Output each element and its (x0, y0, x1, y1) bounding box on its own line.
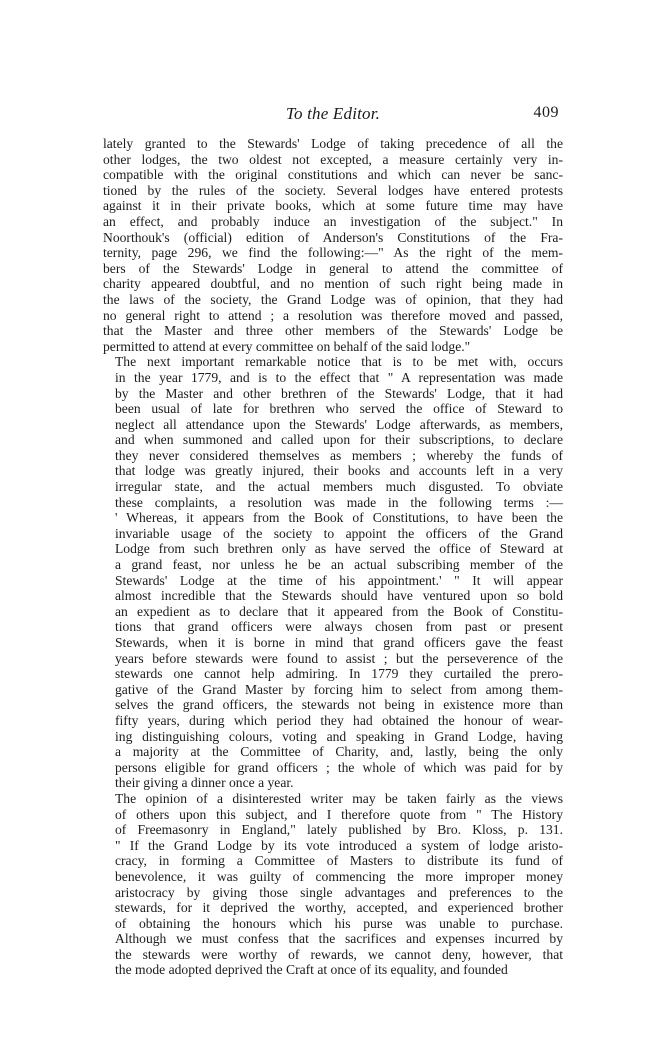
text-line: Stewards, when it is borne in mind that grand officers gave the feast (115, 635, 563, 650)
text-line: these complaints, a resolution was made in the following terms :— (115, 494, 563, 510)
text-line: of others upon this subject, and I therefore quote from " The History (115, 806, 563, 822)
text-line: an expedient as to declare that it appeared from the Book of Constitu- (115, 603, 563, 619)
text-line: a grand feast, nor unless he be an actual subscribing member of the (115, 557, 563, 573)
text-line: other lodges, the two oldest not excepted, a measure certainly very in- (103, 151, 563, 167)
text-line: in the year 1779, and is to the effect that " A representation was made (115, 369, 563, 385)
text-line: " If the Grand Lodge by its vote introduced a system of lodge aristo- (115, 837, 563, 853)
text-line: the mode adopted deprived the Craft at once of its equality, and founded (115, 962, 508, 978)
text-line: years before stewards were found to assist ; but the perseverence of the (115, 650, 563, 666)
text-line: irregular state, and the actual members much disgusted. To obviate (115, 479, 563, 495)
text-line: persons eligible for grand officers ; the whole of which was paid for by (115, 759, 563, 775)
text-line: no general right to attend ; a resolution was therefore moved and passed, (103, 307, 563, 323)
text-line: permitted to attend at every committee on behalf of the said lodge." (103, 338, 471, 354)
text-line: benevolence, it was guilty of commencing the more improper money (115, 868, 563, 884)
text-line: of obtaining the honours which his purse was unable to purchase. (115, 915, 563, 931)
text-line: fifty years, during which period they had obtained the honour of wear- (115, 712, 563, 728)
text-line: tions that grand officers were always chosen from past or present (115, 619, 563, 635)
text-line: against it in their private books, which at some future time may have (103, 198, 563, 214)
text-line: of Freemasonry in England," lately published by Bro. Kloss, p. 131. (115, 822, 563, 838)
text-line: ing distinguishing colours, voting and speaking in Grand Lodge, having (115, 728, 563, 744)
text-line: Lodge from such brethren only as have served the office of Steward at (115, 541, 563, 557)
text-line: that the Master and three other members of the Stewards' Lodge be (103, 323, 563, 339)
text-line: compatible with the original constitutions and which can never be sanc- (103, 167, 563, 183)
text-line: neglect all attendance upon the Stewards' Lodge afterwards, as members, (115, 416, 563, 432)
text-line: Although we must confess that the sacrifices and expenses incurred by (115, 931, 563, 947)
text-line: lately granted to the Stewards' Lodge of taking precedence of all the (103, 136, 563, 151)
text-line: aristocracy by giving those single advantages and preferences to the (115, 884, 563, 900)
text-line: ternity, page 296, we find the following:—" As the right of the mem- (103, 245, 563, 261)
text-line: invariable usage of the society to appoint the officers of the Grand (115, 525, 563, 541)
text-line: an effect, and probably induce an investigation of the subject." In (103, 213, 563, 229)
text-line: ' Whereas, it appears from the Book of Constitutions, to have been the (115, 510, 563, 526)
text-line: a majority at the Committee of Charity, and, lastly, being the only (115, 744, 563, 760)
text-line: and when summoned and called upon for their subscriptions, to declare (115, 432, 563, 448)
text-line: Stewards' Lodge at the time of his appointment.' " It will appear (115, 572, 563, 588)
text-line: The opinion of a disinterested writer may be taken fairly as the views (115, 790, 563, 806)
text-line: charity appeared doubtful, and no mention of such right being made in (103, 276, 563, 292)
text-line: they never considered themselves as members ; whereby the funds of (115, 447, 563, 463)
text-line: cracy, in forming a Committee of Masters to distribute its fund of (115, 853, 563, 869)
text-line: the laws of the society, the Grand Lodge was of opinion, that they had (103, 291, 563, 307)
running-head (103, 104, 563, 126)
text-line: Noorthouk's (official) edition of Anderson's Constitutions of the Fra- (103, 229, 563, 245)
running-title: To the Editor. (285, 104, 381, 123)
text-line: that lodge was greatly injured, their books and accounts left in a very (115, 463, 563, 479)
text-line: stewards one cannot help admiring. In 1779 they curtailed the prero- (115, 666, 563, 682)
paragraph (103, 791, 563, 978)
text-line: selves the grand officers, the stewards not being in existence more than (115, 697, 563, 713)
document-page (103, 104, 563, 978)
text-line: The next important remarkable notice that is to be met with, occurs (115, 354, 563, 370)
page-number: 409 (533, 104, 559, 121)
text-line: almost incredible that the Stewards should have ventured upon so bold (115, 588, 563, 604)
paragraph (103, 136, 563, 354)
text-line: tioned by the rules of the society. Several lodges have entered protests (103, 182, 563, 198)
text-line: bers of the Stewards' Lodge in general to attend the committee of (103, 260, 563, 276)
text-line: their giving a dinner once a year. (115, 775, 294, 791)
text-line: gative of the Grand Master by forcing him to select from among them- (115, 681, 563, 697)
text-line: been usual of late for brethren who served the office of Steward to (115, 401, 563, 417)
paragraph (103, 354, 563, 791)
text-line: by the Master and other brethren of the Stewards' Lodge, that it had (115, 385, 563, 401)
text-line: stewards, for it deprived the worthy, accepted, and experienced brother (115, 900, 563, 916)
body-text (103, 136, 563, 978)
text-line: the stewards were worthy of rewards, we cannot deny, however, that (115, 946, 563, 962)
